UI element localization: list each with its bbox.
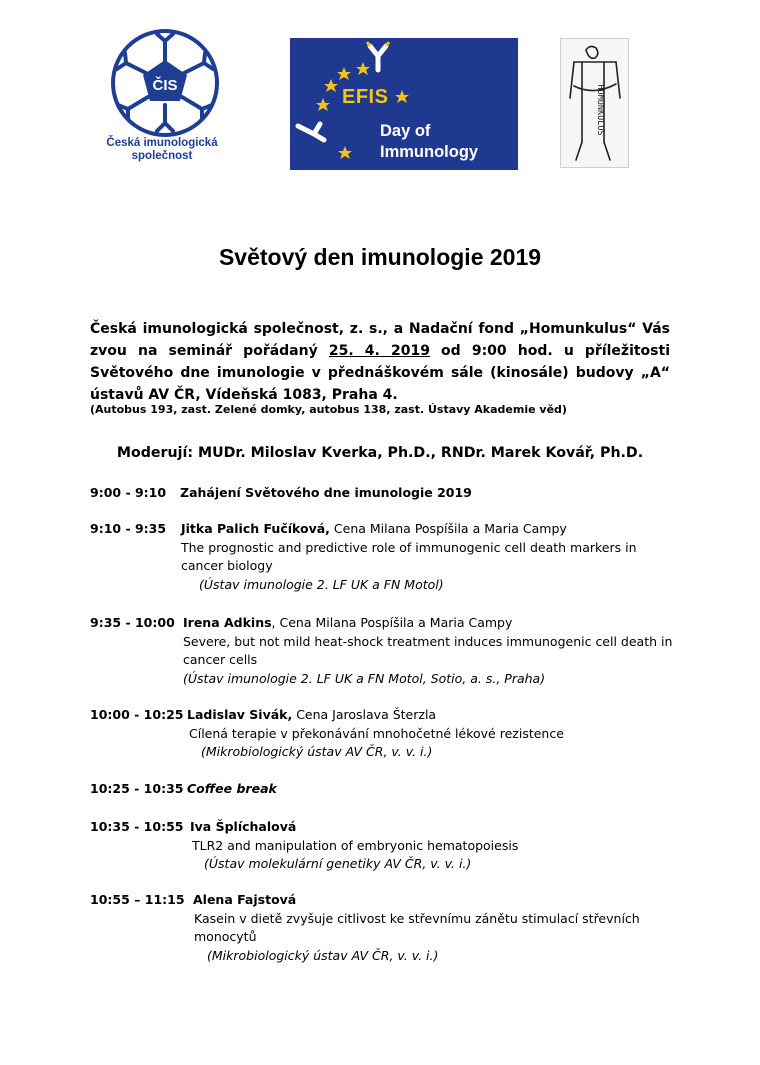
talk-title-cont: cancer biology [181, 558, 273, 573]
program-time: 10:55 – 11:15 [90, 892, 185, 907]
talk-title: Kasein v dietě zvyšuje citlivost ke střevnímu zánětu stimulací střevních [194, 910, 640, 926]
talk-title: TLR2 and manipulation of embryonic hematopoiesis [192, 837, 519, 853]
institution: (Ústav molekulární genetiky AV ČR, v. v. i.) [204, 856, 472, 871]
institution: (Ústav imunologie 2. LF UK a FN Motol) [199, 576, 444, 592]
homunkulus-logo [560, 38, 629, 168]
cis-badge-text: ČIS [152, 77, 178, 94]
speaker-name: Iva Šplíchalová [190, 819, 297, 834]
cis-caption-line2: společnost [131, 150, 193, 162]
program-body [183, 614, 683, 688]
invitation-part2: od 9:00 hod. u příležitosti Světového dne imunologie v přednáškovém sále (kinosále) budovy „A“ ústavů AV ČR, Vídeňská 1083, Praha 4. [90, 343, 671, 403]
speaker-name: Jitka Palich Fučíková, [181, 521, 330, 536]
speaker-name: Ladislav Sivák, [187, 707, 293, 722]
award-name: Cena Jaroslava Šterzla [292, 707, 437, 722]
transport-info: (Autobus 193, zast. Zelené domky, autobus 138, zast. Ústavy Akademie věd) [90, 403, 567, 416]
institution: (Mikrobiologický ústav AV ČR, v. v. i.) [201, 744, 433, 759]
cis-emblem-icon [104, 27, 226, 139]
efis-day-of-immunology [380, 121, 478, 163]
award-name: Cena Milana Pospíšila a Maria Campy [329, 521, 567, 536]
program-body [181, 520, 661, 594]
invitation-text [90, 318, 670, 406]
talk-title: The prognostic and predictive role of immunogenic cell death markers in [181, 539, 637, 555]
cis-caption [92, 137, 232, 163]
program-title: Zahájení Světového dne imunologie 2019 [180, 485, 472, 500]
institution: (Mikrobiologický ústav AV ČR, v. v. i.) [207, 947, 439, 963]
institution: (Ústav imunologie 2. LF UK a FN Motol, Sotio, a. s., Praha) [183, 670, 546, 686]
program-body [187, 706, 667, 762]
invitation-part1: Česká imunologická společnost, z. s., a Nadační fond „Homunkulus“ Vás zvou na seminář pořádaný [90, 321, 670, 359]
program-body [190, 818, 670, 874]
program-title: Coffee break [187, 781, 277, 796]
program-body [193, 891, 673, 965]
talk-title: Cílená terapie v překonávání mnohočetné lékové rezistence [189, 725, 564, 741]
seminar-date: 25. 4. 2019 [328, 343, 430, 359]
homunkulus-figure-icon [560, 38, 629, 168]
moderators: Moderují: MUDr. Miloslav Kverka, Ph.D., RNDr. Marek Kovář, Ph.D. [116, 445, 644, 461]
program-time: 10:00 - 10:25 [90, 707, 184, 722]
efis-day-line2: Immunology [380, 143, 479, 161]
speaker-name: Irena Adkins [183, 615, 272, 630]
cis-caption-line1: Česká imunologická [106, 137, 218, 149]
talk-title-cont: cancer cells [183, 652, 258, 667]
award-name: , Cena Milana Pospíšila a Maria Campy [271, 615, 513, 630]
talk-title-cont: monocytů [194, 929, 257, 944]
program-time: 10:35 - 10:55 [90, 819, 184, 834]
efis-day-line1: Day of [380, 122, 431, 140]
program-time: 10:25 - 10:35 [90, 781, 184, 796]
page-title: Světový den imunologie 2019 [218, 244, 542, 270]
talk-title: Severe, but not mild heat-shock treatment induces immunogenic cell death in [183, 633, 673, 649]
svg-text:HOMUNKULUS: HOMUNKULUS [595, 84, 605, 136]
program-time: 9:00 - 9:10 [90, 485, 167, 500]
program-time: 9:35 - 10:00 [90, 615, 175, 630]
speaker-name: Alena Fajstová [193, 892, 297, 907]
efis-name: EFIS [342, 86, 389, 108]
program-time: 9:10 - 9:35 [90, 521, 167, 536]
